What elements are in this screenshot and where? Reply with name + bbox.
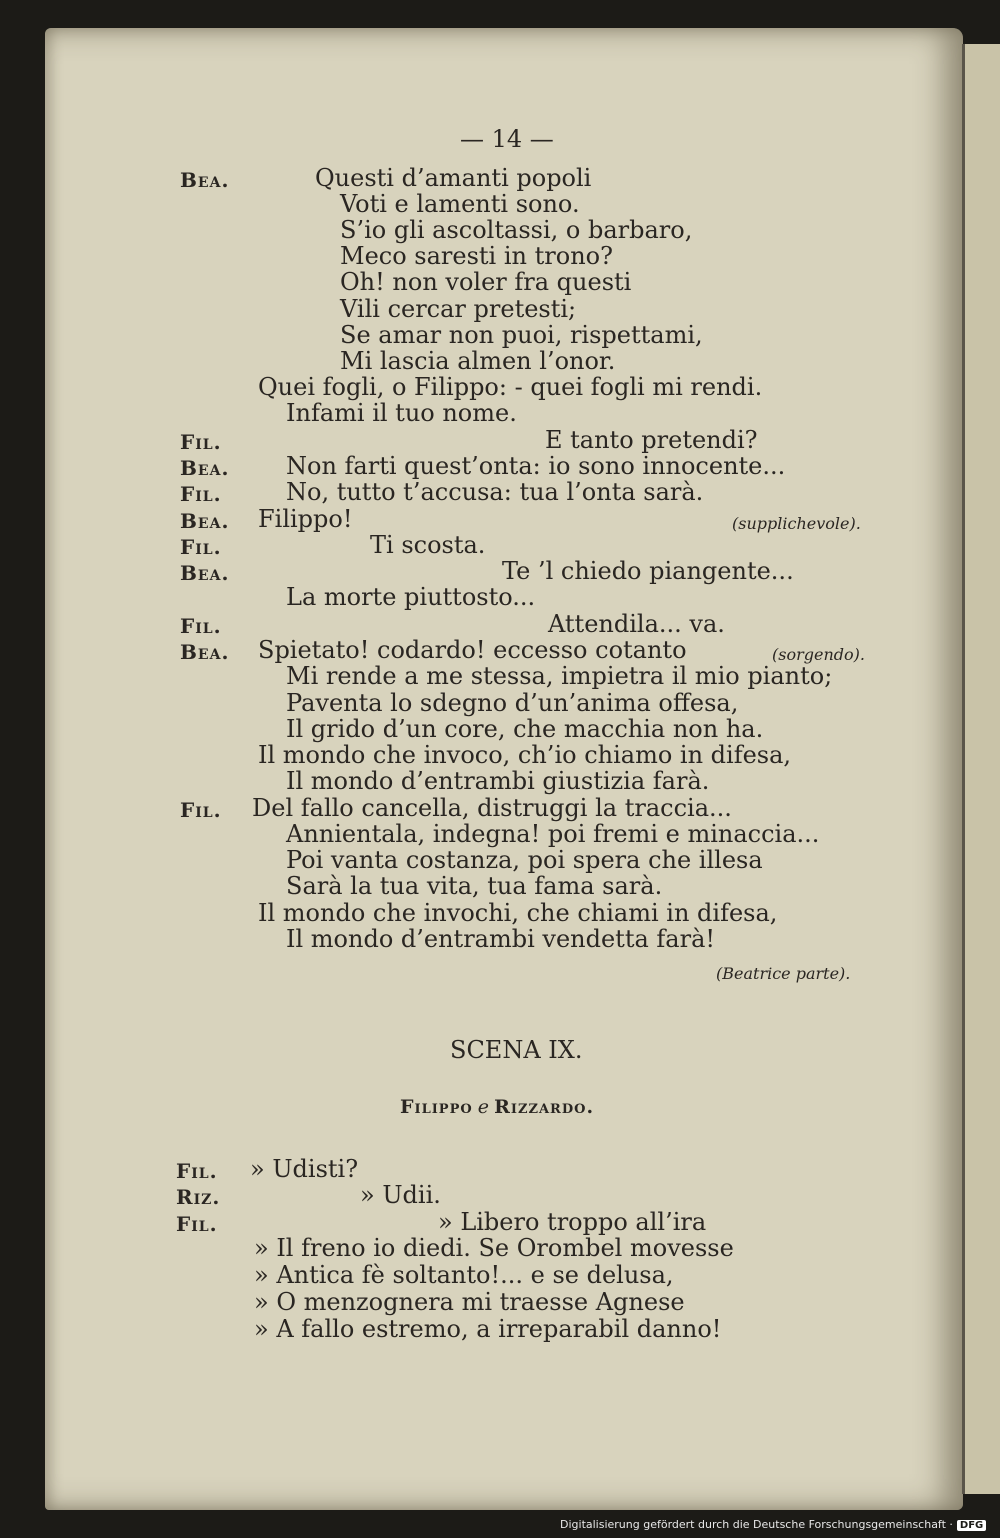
verse-line: Il mondo d’entrambi giustizia farà. <box>286 767 710 795</box>
speaker-label: Fil. <box>180 430 222 454</box>
verse-line: Poi vanta costanza, poi spera che illesa <box>286 846 763 874</box>
verse-line: Paventa lo sdegno d’un’anima offesa, <box>286 689 739 717</box>
verse-line: Non farti quest’onta: io sono innocente... <box>286 452 786 480</box>
speaker-label: Fil. <box>176 1159 218 1183</box>
verse-line: Meco saresti in trono? <box>340 242 613 270</box>
speaker-label: Bea. <box>180 456 230 480</box>
verse-line: » A fallo estremo, a irreparabil danno! <box>254 1315 722 1343</box>
verse-line: S’io gli ascoltassi, o barbaro, <box>340 216 693 244</box>
verse-line: Mi lascia almen l’onor. <box>340 347 616 375</box>
adjacent-page-edge <box>962 44 1000 1494</box>
speaker-label: Fil. <box>180 614 222 638</box>
verse-line: La morte piuttosto... <box>286 583 536 611</box>
verse-line: » Udii. <box>360 1181 441 1209</box>
verse-line: Sarà la tua vita, tua fama sarà. <box>286 872 663 900</box>
verse-line: » Libero troppo all’ira <box>438 1208 707 1236</box>
credit-text: Digitalisierung gefördert durch die Deutsche Forschungsgemeinschaft · <box>560 1518 953 1531</box>
verse-line: Attendila... va. <box>548 610 725 638</box>
verse-line: Vili cercar pretesti; <box>340 295 577 323</box>
verse-line: E tanto pretendi? <box>545 426 758 454</box>
speaker-label: Fil. <box>180 535 222 559</box>
dfg-logo: DFG <box>957 1520 986 1531</box>
verse-line: Il mondo che invochi, che chiami in difesa, <box>258 899 778 927</box>
stage-direction: (sorgendo). <box>772 645 865 664</box>
stage-direction: (Beatrice parte). <box>716 964 851 983</box>
verse-line: No, tutto t’accusa: tua l’onta sarà. <box>286 478 704 506</box>
verse-line: Mi rende a me stessa, impietra il mio pianto; <box>286 662 833 690</box>
verse-line: » Il freno io diedi. Se Orombel movesse <box>254 1234 734 1262</box>
verse-line: Il mondo d’entrambi vendetta farà! <box>286 925 716 953</box>
verse-line: Il grido d’un core, che macchia non ha. <box>286 715 764 743</box>
character-joiner: e <box>477 1096 490 1118</box>
speaker-label: Fil. <box>180 482 222 506</box>
verse-line: Spietato! codardo! eccesso cotanto <box>258 636 687 664</box>
verse-line: Ti scosta. <box>370 531 486 559</box>
verse-line: Annientala, indegna! poi fremi e minaccia... <box>286 820 820 848</box>
speaker-label: Bea. <box>180 509 230 533</box>
speaker-label: Fil. <box>180 798 222 822</box>
speaker-label: Bea. <box>180 168 230 192</box>
verse-line: Te ’l chiedo piangente... <box>502 557 794 585</box>
verse-line: Il mondo che invoco, ch’io chiamo in difesa, <box>258 741 792 769</box>
character-name: Filippo <box>400 1096 473 1118</box>
verse-line: Filippo! <box>258 505 353 533</box>
page-number: — 14 — <box>460 125 554 153</box>
verse-line: Se amar non puoi, rispettami, <box>340 321 703 349</box>
speaker-label: Bea. <box>180 640 230 664</box>
verse-line: Quei fogli, o Filippo: - quei fogli mi rendi. <box>258 373 763 401</box>
speaker-label: Bea. <box>180 561 230 585</box>
verse-line: » Udisti? <box>250 1155 359 1183</box>
scene-characters <box>400 1096 594 1118</box>
verse-line: Infami il tuo nome. <box>286 399 517 427</box>
verse-line: Questi d’amanti popoli <box>315 164 592 192</box>
verse-line: Oh! non voler fra questi <box>340 268 632 296</box>
speaker-label: Riz. <box>176 1185 221 1209</box>
verse-line: » Antica fè soltanto!... e se delusa, <box>254 1261 674 1289</box>
speaker-label: Fil. <box>176 1212 218 1236</box>
verse-line: Voti e lamenti sono. <box>340 190 580 218</box>
digitization-credit <box>560 1518 986 1531</box>
verse-line: Del fallo cancella, distruggi la traccia... <box>252 794 732 822</box>
character-name: Rizzardo. <box>494 1096 595 1118</box>
verse-line: » O menzognera mi traesse Agnese <box>254 1288 685 1316</box>
scene-title: SCENA IX. <box>450 1036 583 1064</box>
stage-direction: (supplichevole). <box>732 514 861 533</box>
